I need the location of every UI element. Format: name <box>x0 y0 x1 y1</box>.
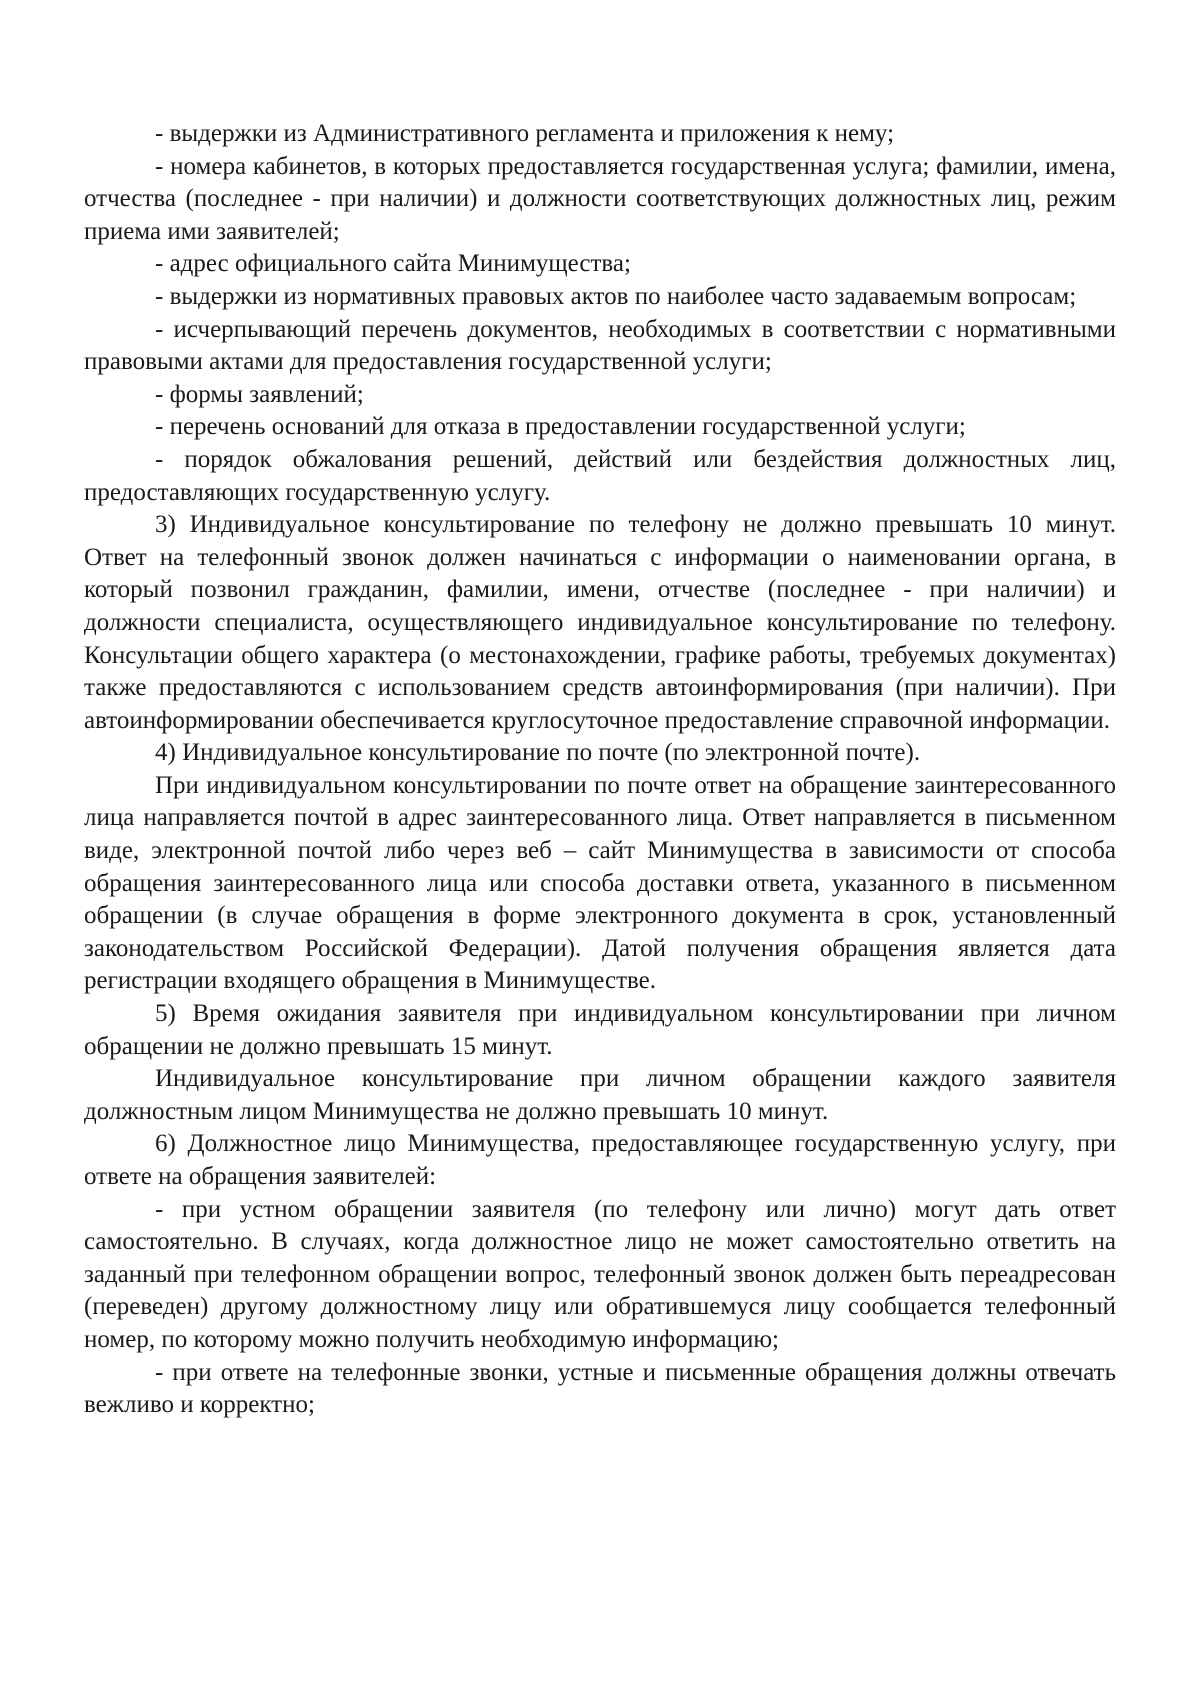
list-item-appeal-procedure: - порядок обжалования решений, действий или бездействия должностных лиц, предоставляющих государственную услугу. <box>84 445 1116 506</box>
list-item-legal-excerpts: - выдержки из нормативных правовых актов по наиболее часто задаваемым вопросам; <box>155 282 1077 310</box>
list-item-refusal-grounds: - перечень оснований для отказа в предоставлении государственной услуги; <box>155 413 966 441</box>
document-page <box>84 118 1116 1422</box>
paragraph-official-duties: 6) Должностное лицо Минимущества, предоставляющее государственную услугу, при ответе на обращения заявителей: <box>84 1130 1116 1190</box>
paragraph-personal-consulting: Индивидуальное консультирование при личном обращении каждого заявителя должностным лицом Минимущества не должно превышать 10 минут. <box>84 1065 1116 1125</box>
paragraph-mail-consulting: При индивидуальном консультировании по почте ответ на обращение заинтересованного лица направляется почтой в адрес заинтересованного лица. Ответ направляется в письменном виде, электронной почтой либо через веб – сайт Минимущества в зависимости от способа обращения заинтересованного лица или способа доставки ответа, указанного в письменном обращении (в случае обращения в форме электронного документа в срок, установленный законодательством Российской Федерации). Датой получения обращения является дата регистрации входящего обращения в Минимуществе. <box>84 771 1116 995</box>
list-item-oral-request: - при устном обращении заявителя (по телефону или лично) могут дать ответ самостоятельно. В случаях, когда должностное лицо не может самостоятельно ответить на заданный при телефонном обращении вопрос, телефонный звонок должен быть переадресован (переведен) другому должностному лицу или обратившемуся лицу сообщается телефонный номер, по которому можно получить необходимую информацию; <box>84 1195 1116 1353</box>
list-item-regulation-excerpts: - выдержки из Административного регламента и приложения к нему; <box>155 120 895 147</box>
list-item-office-numbers: - номера кабинетов, в которых предоставляется государственная услуга; фамилии, имена, отчества (последнее - при наличии) и должности соответствующих должностных лиц, режим приема ими заявителей; <box>84 152 1116 245</box>
paragraph-waiting-time: 5) Время ожидания заявителя при индивидуальном консультировании при личном обращении не должно превышать 15 минут. <box>84 1000 1116 1060</box>
paragraph-mail-consulting-heading: 4) Индивидуальное консультирование по почте (по электронной почте). <box>155 739 921 767</box>
list-item-polite-answers: - при ответе на телефонные звонки, устные и письменные обращения должны отвечать вежливо и корректно; <box>84 1358 1116 1419</box>
list-item-website-address: - адрес официального сайта Минимущества; <box>155 250 631 278</box>
paragraph-phone-consulting: 3) Индивидуальное консультирование по телефону не должно превышать 10 минут. Ответ на телефонный звонок должен начинаться с информации о наименовании органа, в который позвонил гражданин, фамилии, имени, отчестве (последнее - при наличии) и должности специалиста, осуществляющего индивидуальное консультирование по телефону. Консультации общего характера (о местонахождении, графике работы, требуемых документах) также предоставляются с использованием средств автоинформирования (при наличии). При автоинформировании обеспечивается круглосуточное предоставление справочной информации. <box>84 511 1116 734</box>
list-item-application-forms: - формы заявлений; <box>155 380 364 408</box>
list-item-documents-list: - исчерпывающий перечень документов, необходимых в соответствии с нормативными правовыми актами для предоставления государственной услуги; <box>84 315 1116 376</box>
